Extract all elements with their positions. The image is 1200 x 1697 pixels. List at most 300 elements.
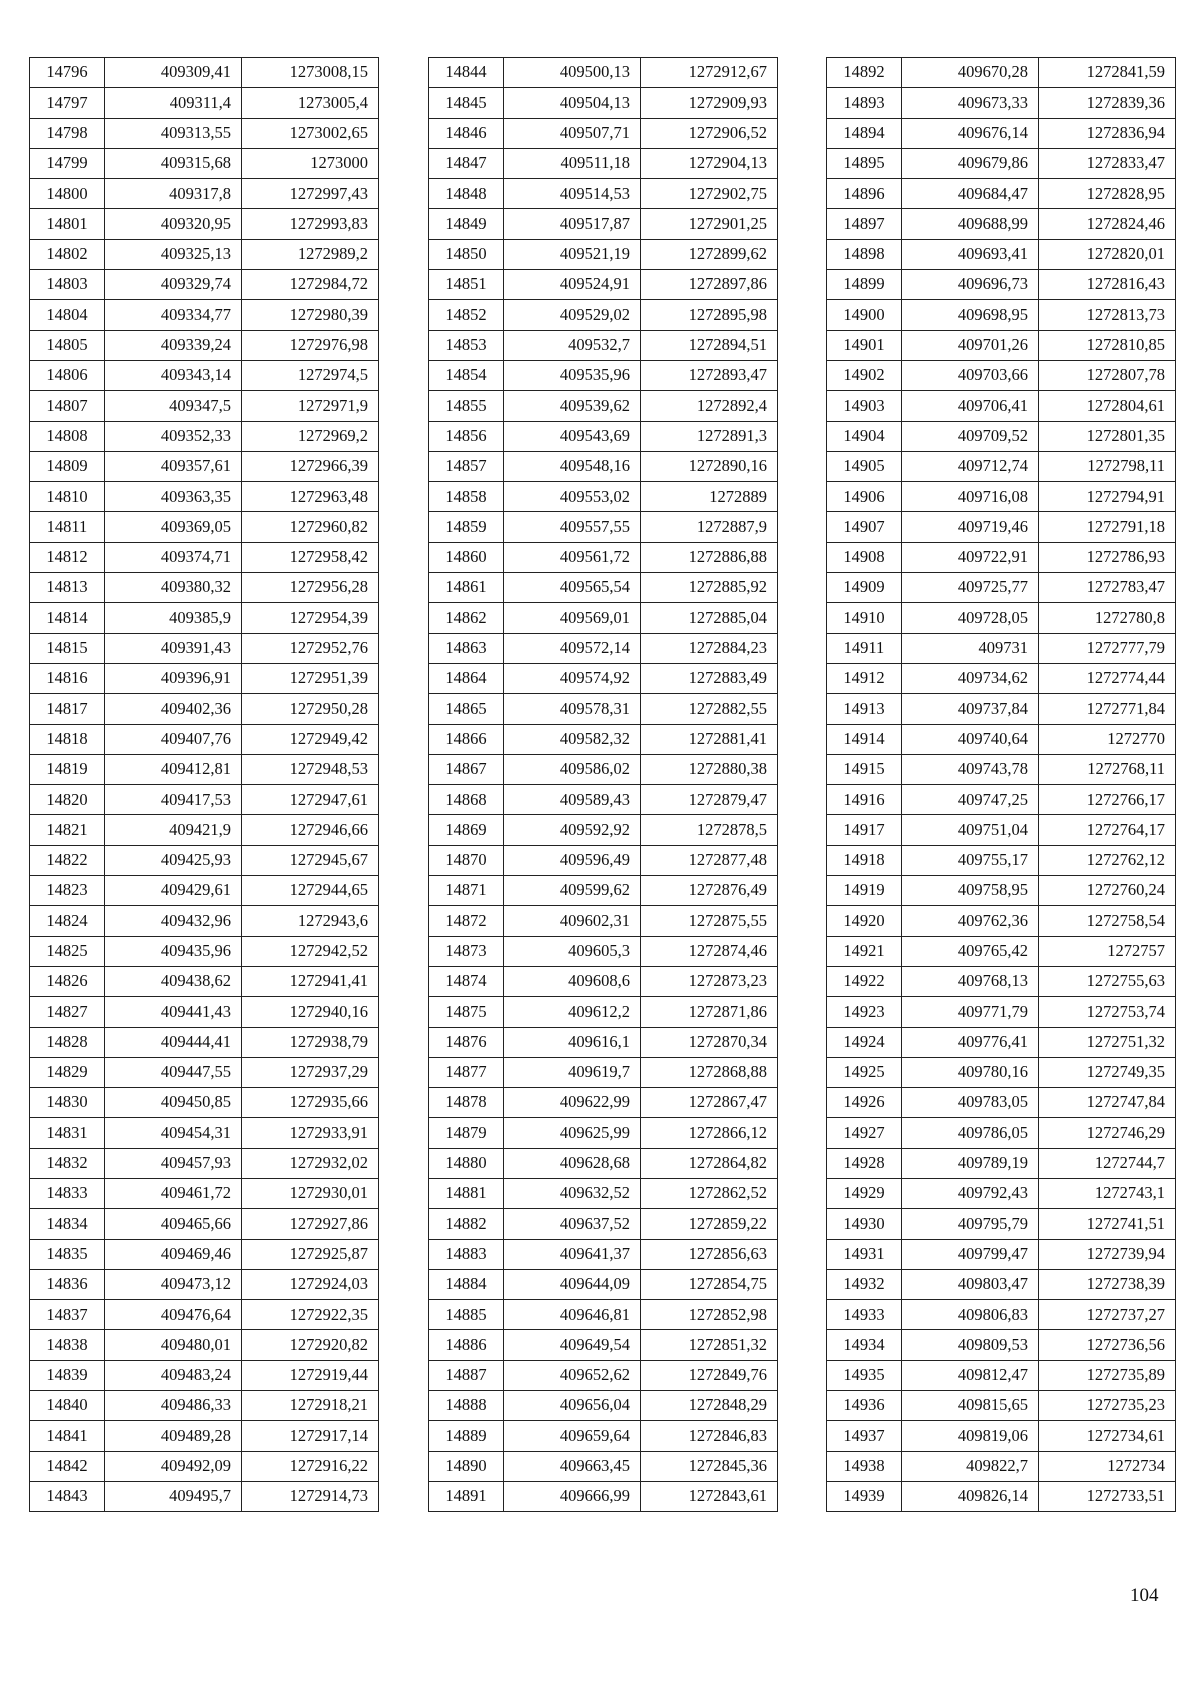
table-row (30, 1209, 379, 1239)
point-id-cell: 14799 (30, 148, 105, 178)
point-id-cell: 14887 (429, 1360, 504, 1390)
point-id-cell: 14884 (429, 1269, 504, 1299)
point-id-cell: 14911 (827, 633, 902, 663)
table-row (30, 1421, 379, 1451)
point-id-cell: 14801 (30, 209, 105, 239)
point-id-cell: 14930 (827, 1209, 902, 1239)
table-row (30, 542, 379, 572)
y-coordinate-cell: 1272739,94 (1039, 1239, 1176, 1269)
x-coordinate-cell: 409444,41 (105, 1027, 242, 1057)
table-row (30, 482, 379, 512)
x-coordinate-cell: 409469,46 (105, 1239, 242, 1269)
point-id-cell: 14922 (827, 966, 902, 996)
table-row (827, 1269, 1176, 1299)
table-row (429, 239, 778, 269)
table-row (30, 1481, 379, 1511)
y-coordinate-cell: 1272927,86 (242, 1209, 379, 1239)
x-coordinate-cell: 409792,43 (902, 1178, 1039, 1208)
coordinate-table-1 (29, 57, 379, 1512)
point-id-cell: 14858 (429, 482, 504, 512)
y-coordinate-cell: 1272876,49 (641, 876, 778, 906)
x-coordinate-cell: 409450,85 (105, 1088, 242, 1118)
table-row (429, 1481, 778, 1511)
table-row (827, 815, 1176, 845)
x-coordinate-cell: 409329,74 (105, 270, 242, 300)
table-row (30, 512, 379, 542)
table-row (30, 1057, 379, 1087)
y-coordinate-cell: 1272883,49 (641, 663, 778, 693)
x-coordinate-cell: 409385,9 (105, 603, 242, 633)
y-coordinate-cell: 1272816,43 (1039, 270, 1176, 300)
x-coordinate-cell: 409599,62 (504, 876, 641, 906)
table-row (827, 270, 1176, 300)
point-id-cell: 14823 (30, 876, 105, 906)
point-id-cell: 14824 (30, 906, 105, 936)
point-id-cell: 14857 (429, 451, 504, 481)
table-row (30, 58, 379, 88)
y-coordinate-cell: 1273002,65 (242, 118, 379, 148)
x-coordinate-cell: 409622,99 (504, 1088, 641, 1118)
point-id-cell: 14902 (827, 360, 902, 390)
table-row (30, 330, 379, 360)
x-coordinate-cell: 409679,86 (902, 148, 1039, 178)
point-id-cell: 14900 (827, 300, 902, 330)
y-coordinate-cell: 1272960,82 (242, 512, 379, 542)
y-coordinate-cell: 1272786,93 (1039, 542, 1176, 572)
table-row (30, 906, 379, 936)
table-row (30, 694, 379, 724)
y-coordinate-cell: 1272846,83 (641, 1421, 778, 1451)
table-row (30, 663, 379, 693)
y-coordinate-cell: 1272836,94 (1039, 118, 1176, 148)
x-coordinate-cell: 409637,52 (504, 1209, 641, 1239)
table-row (827, 239, 1176, 269)
table-row (827, 1118, 1176, 1148)
point-id-cell: 14917 (827, 815, 902, 845)
table-row (30, 239, 379, 269)
x-coordinate-cell: 409313,55 (105, 118, 242, 148)
y-coordinate-cell: 1272942,52 (242, 936, 379, 966)
point-id-cell: 14938 (827, 1451, 902, 1481)
point-id-cell: 14896 (827, 179, 902, 209)
point-id-cell: 14897 (827, 209, 902, 239)
point-id-cell: 14890 (429, 1451, 504, 1481)
x-coordinate-cell: 409495,7 (105, 1481, 242, 1511)
x-coordinate-cell: 409641,37 (504, 1239, 641, 1269)
table-row (429, 633, 778, 663)
y-coordinate-cell: 1272760,24 (1039, 876, 1176, 906)
y-coordinate-cell: 1272906,52 (641, 118, 778, 148)
x-coordinate-cell: 409572,14 (504, 633, 641, 663)
table-row (827, 1421, 1176, 1451)
x-coordinate-cell: 409524,91 (504, 270, 641, 300)
point-id-cell: 14854 (429, 360, 504, 390)
coordinate-table-2 (428, 57, 778, 1512)
x-coordinate-cell: 409529,02 (504, 300, 641, 330)
table-row (827, 148, 1176, 178)
y-coordinate-cell: 1272852,98 (641, 1300, 778, 1330)
table-row (30, 1088, 379, 1118)
x-coordinate-cell: 409789,19 (902, 1148, 1039, 1178)
table-row (827, 573, 1176, 603)
x-coordinate-cell: 409663,45 (504, 1451, 641, 1481)
table-row (429, 58, 778, 88)
table-row (827, 663, 1176, 693)
table-row (30, 1027, 379, 1057)
table-row (827, 118, 1176, 148)
point-id-cell: 14817 (30, 694, 105, 724)
point-id-cell: 14796 (30, 58, 105, 88)
x-coordinate-cell: 409799,47 (902, 1239, 1039, 1269)
point-id-cell: 14833 (30, 1178, 105, 1208)
table-row (827, 1391, 1176, 1421)
x-coordinate-cell: 409628,68 (504, 1148, 641, 1178)
x-coordinate-cell: 409625,99 (504, 1118, 641, 1148)
y-coordinate-cell: 1272944,65 (242, 876, 379, 906)
point-id-cell: 14893 (827, 88, 902, 118)
table-row (30, 876, 379, 906)
y-coordinate-cell: 1272777,79 (1039, 633, 1176, 663)
table-row (827, 1360, 1176, 1390)
y-coordinate-cell: 1272937,29 (242, 1057, 379, 1087)
point-id-cell: 14815 (30, 633, 105, 663)
y-coordinate-cell: 1272734,61 (1039, 1421, 1176, 1451)
table-row (429, 391, 778, 421)
table-row (429, 148, 778, 178)
x-coordinate-cell: 409511,18 (504, 148, 641, 178)
point-id-cell: 14871 (429, 876, 504, 906)
point-id-cell: 14850 (429, 239, 504, 269)
point-id-cell: 14797 (30, 88, 105, 118)
point-id-cell: 14835 (30, 1239, 105, 1269)
x-coordinate-cell: 409719,46 (902, 512, 1039, 542)
point-id-cell: 14845 (429, 88, 504, 118)
table-row (30, 724, 379, 754)
y-coordinate-cell: 1272868,88 (641, 1057, 778, 1087)
table-row (827, 300, 1176, 330)
x-coordinate-cell: 409357,61 (105, 451, 242, 481)
point-id-cell: 14901 (827, 330, 902, 360)
x-coordinate-cell: 409574,92 (504, 663, 641, 693)
x-coordinate-cell: 409557,55 (504, 512, 641, 542)
x-coordinate-cell: 409447,55 (105, 1057, 242, 1087)
table-row (30, 391, 379, 421)
y-coordinate-cell: 1272989,2 (242, 239, 379, 269)
y-coordinate-cell: 1272871,86 (641, 997, 778, 1027)
table-row (429, 118, 778, 148)
x-coordinate-cell: 409435,96 (105, 936, 242, 966)
point-id-cell: 14921 (827, 936, 902, 966)
y-coordinate-cell: 1272743,1 (1039, 1178, 1176, 1208)
x-coordinate-cell: 409500,13 (504, 58, 641, 88)
y-coordinate-cell: 1272901,25 (641, 209, 778, 239)
y-coordinate-cell: 1272956,28 (242, 573, 379, 603)
table-row (30, 1178, 379, 1208)
table-row (827, 330, 1176, 360)
x-coordinate-cell: 409438,62 (105, 966, 242, 996)
table-row (827, 785, 1176, 815)
table-row (827, 88, 1176, 118)
x-coordinate-cell: 409347,5 (105, 391, 242, 421)
table-row (827, 966, 1176, 996)
table-row (429, 1421, 778, 1451)
point-id-cell: 14849 (429, 209, 504, 239)
table-row (30, 754, 379, 784)
y-coordinate-cell: 1272943,6 (242, 906, 379, 936)
table-row (827, 1300, 1176, 1330)
point-id-cell: 14859 (429, 512, 504, 542)
table-row (429, 1209, 778, 1239)
x-coordinate-cell: 409589,43 (504, 785, 641, 815)
y-coordinate-cell: 1272798,11 (1039, 451, 1176, 481)
table-row (827, 1209, 1176, 1239)
table-row (429, 754, 778, 784)
x-coordinate-cell: 409352,33 (105, 421, 242, 451)
table-row (827, 694, 1176, 724)
table-row (30, 1239, 379, 1269)
y-coordinate-cell: 1272894,51 (641, 330, 778, 360)
table-row (429, 179, 778, 209)
y-coordinate-cell: 1272880,38 (641, 754, 778, 784)
table-row (429, 785, 778, 815)
x-coordinate-cell: 409553,02 (504, 482, 641, 512)
y-coordinate-cell: 1272887,9 (641, 512, 778, 542)
table-row (30, 1360, 379, 1390)
point-id-cell: 14879 (429, 1118, 504, 1148)
table-row (827, 360, 1176, 390)
table-row (30, 118, 379, 148)
table-row (429, 1391, 778, 1421)
y-coordinate-cell: 1272851,32 (641, 1330, 778, 1360)
table-row (429, 300, 778, 330)
y-coordinate-cell: 1272920,82 (242, 1330, 379, 1360)
x-coordinate-cell: 409696,73 (902, 270, 1039, 300)
x-coordinate-cell: 409776,41 (902, 1027, 1039, 1057)
x-coordinate-cell: 409504,13 (504, 88, 641, 118)
point-id-cell: 14848 (429, 179, 504, 209)
point-id-cell: 14838 (30, 1330, 105, 1360)
table-row (827, 512, 1176, 542)
y-coordinate-cell: 1272768,11 (1039, 754, 1176, 784)
table-row (827, 1088, 1176, 1118)
point-id-cell: 14860 (429, 542, 504, 572)
table-row (429, 1239, 778, 1269)
point-id-cell: 14898 (827, 239, 902, 269)
point-id-cell: 14931 (827, 1239, 902, 1269)
x-coordinate-cell: 409688,99 (902, 209, 1039, 239)
y-coordinate-cell: 1272919,44 (242, 1360, 379, 1390)
point-id-cell: 14927 (827, 1118, 902, 1148)
x-coordinate-cell: 409492,09 (105, 1451, 242, 1481)
y-coordinate-cell: 1272751,32 (1039, 1027, 1176, 1057)
x-coordinate-cell: 409586,02 (504, 754, 641, 784)
point-id-cell: 14925 (827, 1057, 902, 1087)
x-coordinate-cell: 409396,91 (105, 663, 242, 693)
point-id-cell: 14875 (429, 997, 504, 1027)
table-row (827, 1451, 1176, 1481)
y-coordinate-cell: 1272950,28 (242, 694, 379, 724)
x-coordinate-cell: 409619,7 (504, 1057, 641, 1087)
point-id-cell: 14829 (30, 1057, 105, 1087)
x-coordinate-cell: 409673,33 (902, 88, 1039, 118)
y-coordinate-cell: 1272794,91 (1039, 482, 1176, 512)
point-id-cell: 14834 (30, 1209, 105, 1239)
table-row (827, 1481, 1176, 1511)
y-coordinate-cell: 1272892,4 (641, 391, 778, 421)
y-coordinate-cell: 1272753,74 (1039, 997, 1176, 1027)
y-coordinate-cell: 1272828,95 (1039, 179, 1176, 209)
y-coordinate-cell: 1272866,12 (641, 1118, 778, 1148)
x-coordinate-cell: 409592,92 (504, 815, 641, 845)
x-coordinate-cell: 409734,62 (902, 663, 1039, 693)
coordinate-table-3 (826, 57, 1176, 1512)
x-coordinate-cell: 409716,08 (902, 482, 1039, 512)
y-coordinate-cell: 1272734 (1039, 1451, 1176, 1481)
y-coordinate-cell: 1272954,39 (242, 603, 379, 633)
point-id-cell: 14870 (429, 845, 504, 875)
x-coordinate-cell: 409709,52 (902, 421, 1039, 451)
table-row (30, 88, 379, 118)
page-number: 104 (1130, 1585, 1159, 1606)
x-coordinate-cell: 409670,28 (902, 58, 1039, 88)
point-id-cell: 14880 (429, 1148, 504, 1178)
y-coordinate-cell: 1272747,84 (1039, 1088, 1176, 1118)
x-coordinate-cell: 409432,96 (105, 906, 242, 936)
x-coordinate-cell: 409740,64 (902, 724, 1039, 754)
point-id-cell: 14924 (827, 1027, 902, 1057)
x-coordinate-cell: 409768,13 (902, 966, 1039, 996)
y-coordinate-cell: 1272884,23 (641, 633, 778, 663)
point-id-cell: 14844 (429, 58, 504, 88)
x-coordinate-cell: 409465,66 (105, 1209, 242, 1239)
y-coordinate-cell: 1272758,54 (1039, 906, 1176, 936)
table-row (30, 179, 379, 209)
y-coordinate-cell: 1272867,47 (641, 1088, 778, 1118)
y-coordinate-cell: 1272917,14 (242, 1421, 379, 1451)
table-row (429, 1451, 778, 1481)
table-row (827, 1178, 1176, 1208)
table-row (429, 663, 778, 693)
y-coordinate-cell: 1272885,04 (641, 603, 778, 633)
point-id-cell: 14822 (30, 845, 105, 875)
x-coordinate-cell: 409454,31 (105, 1118, 242, 1148)
point-id-cell: 14899 (827, 270, 902, 300)
table-row (827, 1330, 1176, 1360)
table-row (429, 906, 778, 936)
table-row (827, 633, 1176, 663)
x-coordinate-cell: 409412,81 (105, 754, 242, 784)
x-coordinate-cell: 409762,36 (902, 906, 1039, 936)
y-coordinate-cell: 1272922,35 (242, 1300, 379, 1330)
table-row (429, 966, 778, 996)
table-row (30, 815, 379, 845)
table-row (827, 603, 1176, 633)
table-row (429, 815, 778, 845)
point-id-cell: 14923 (827, 997, 902, 1027)
y-coordinate-cell: 1272870,34 (641, 1027, 778, 1057)
table-row (827, 1027, 1176, 1057)
y-coordinate-cell: 1272862,52 (641, 1178, 778, 1208)
x-coordinate-cell: 409656,04 (504, 1391, 641, 1421)
point-id-cell: 14883 (429, 1239, 504, 1269)
point-id-cell: 14805 (30, 330, 105, 360)
x-coordinate-cell: 409806,83 (902, 1300, 1039, 1330)
y-coordinate-cell: 1272891,3 (641, 421, 778, 451)
point-id-cell: 14846 (429, 118, 504, 148)
y-coordinate-cell: 1272902,75 (641, 179, 778, 209)
table-row (827, 482, 1176, 512)
point-id-cell: 14876 (429, 1027, 504, 1057)
x-coordinate-cell: 409765,42 (902, 936, 1039, 966)
y-coordinate-cell: 1272735,23 (1039, 1391, 1176, 1421)
y-coordinate-cell: 1272864,82 (641, 1148, 778, 1178)
point-id-cell: 14912 (827, 663, 902, 693)
point-id-cell: 14939 (827, 1481, 902, 1511)
y-coordinate-cell: 1272899,62 (641, 239, 778, 269)
y-coordinate-cell: 1272893,47 (641, 360, 778, 390)
point-id-cell: 14816 (30, 663, 105, 693)
x-coordinate-cell: 409771,79 (902, 997, 1039, 1027)
x-coordinate-cell: 409548,16 (504, 451, 641, 481)
y-coordinate-cell: 1272948,53 (242, 754, 379, 784)
y-coordinate-cell: 1273000 (242, 148, 379, 178)
table-row (429, 1300, 778, 1330)
point-id-cell: 14928 (827, 1148, 902, 1178)
x-coordinate-cell: 409701,26 (902, 330, 1039, 360)
point-id-cell: 14872 (429, 906, 504, 936)
point-id-cell: 14810 (30, 482, 105, 512)
y-coordinate-cell: 1272925,87 (242, 1239, 379, 1269)
x-coordinate-cell: 409543,69 (504, 421, 641, 451)
table-row (429, 997, 778, 1027)
point-id-cell: 14906 (827, 482, 902, 512)
table-row (827, 845, 1176, 875)
y-coordinate-cell: 1272810,85 (1039, 330, 1176, 360)
x-coordinate-cell: 409652,62 (504, 1360, 641, 1390)
y-coordinate-cell: 1272881,41 (641, 724, 778, 754)
x-coordinate-cell: 409425,93 (105, 845, 242, 875)
y-coordinate-cell: 1272848,29 (641, 1391, 778, 1421)
table-row (827, 451, 1176, 481)
point-id-cell: 14863 (429, 633, 504, 663)
table-row (30, 1451, 379, 1481)
table-row (429, 1330, 778, 1360)
point-id-cell: 14908 (827, 542, 902, 572)
table-row (827, 179, 1176, 209)
y-coordinate-cell: 1272945,67 (242, 845, 379, 875)
x-coordinate-cell: 409363,35 (105, 482, 242, 512)
y-coordinate-cell: 1272859,22 (641, 1209, 778, 1239)
y-coordinate-cell: 1272749,35 (1039, 1057, 1176, 1087)
x-coordinate-cell: 409737,84 (902, 694, 1039, 724)
y-coordinate-cell: 1272820,01 (1039, 239, 1176, 269)
x-coordinate-cell: 409311,4 (105, 88, 242, 118)
y-coordinate-cell: 1272909,93 (641, 88, 778, 118)
x-coordinate-cell: 409758,95 (902, 876, 1039, 906)
y-coordinate-cell: 1272741,51 (1039, 1209, 1176, 1239)
x-coordinate-cell: 409676,14 (902, 118, 1039, 148)
table-row (429, 573, 778, 603)
x-coordinate-cell: 409507,71 (504, 118, 641, 148)
point-id-cell: 14905 (827, 451, 902, 481)
table-row (429, 603, 778, 633)
point-id-cell: 14926 (827, 1088, 902, 1118)
table-row (30, 785, 379, 815)
y-coordinate-cell: 1272807,78 (1039, 360, 1176, 390)
point-id-cell: 14895 (827, 148, 902, 178)
table-row (429, 1027, 778, 1057)
y-coordinate-cell: 1272856,63 (641, 1239, 778, 1269)
